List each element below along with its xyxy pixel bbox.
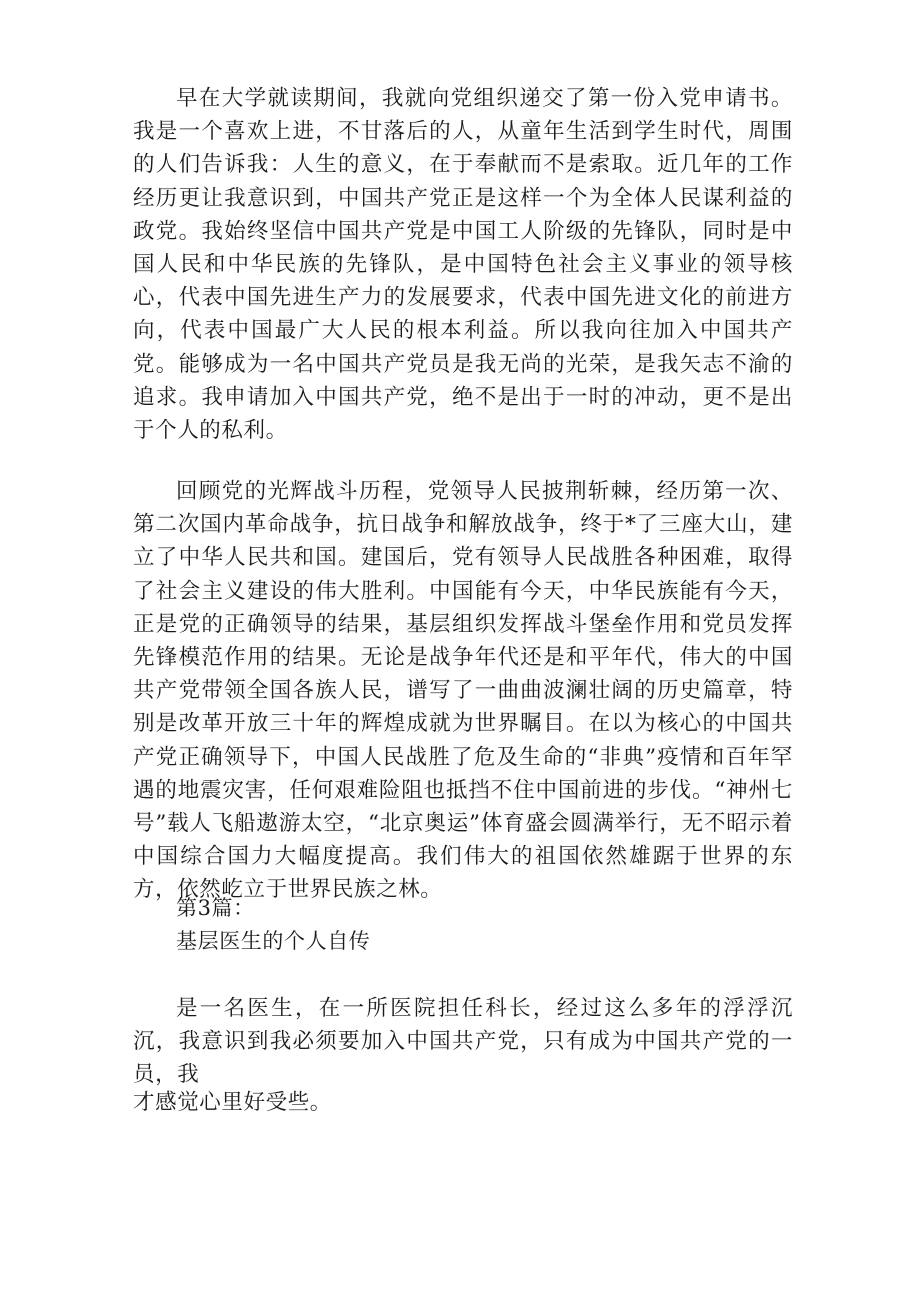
- section-title: 基层医生的个人自传: [176, 929, 371, 953]
- section-label: 第3篇：: [176, 896, 255, 920]
- paragraph-application-history: 早在大学就读期间，我就向党组织递交了第一份入党申请书。我是一个喜欢上进，不甘落后的人，从童年生活到学生时代，周围的人们告诉我：人生的意义，在于奉献而不是索取。近几年的工作经历更让我意识到，中国共产党正是这样一个为全体人民谋利益的政党。我始终坚信中国共产党是中国工人阶级的先锋队，同时是中国人民和中华民族的先锋队，是中国特色社会主义事业的领导核心，代表中国先进生产力的发展要求，代表中国先进文化的前进方向，代表中国最广大人民的根本利益。所以我向往加入中国共产党。能够成为一名中国共产党员是我无尚的光荣，是我矢志不渝的追求。我申请加入中国共产党，绝不是出于一时的冲动，更不是出于个人的私利。: [133, 86, 793, 444]
- paragraph-tail-line: 才感觉心里好受些。: [133, 1090, 332, 1115]
- paragraph-doctor-intro: 是一名医生，在一所医院担任科长，经过这么多年的浮浮沉沉，我意识到我必须要加入中国共产党，只有成为中国共产党的一员，我: [133, 996, 793, 1088]
- paragraph-party-history: 回顾党的光辉战斗历程，党领导人民披荆斩棘，经历第一次、第二次国内革命战争，抗日战争和解放战争，终于*了三座大山，建立了中华人民共和国。建国后，党有领导人民战胜各种困难，取得了社会主义建设的伟大胜利。中国能有今天，中华民族能有今天，正是党的正确领导的结果，基层组织发挥战斗堡垒作用和党员发挥先锋模范作用的结果。无论是战争年代还是和平年代，伟大的中国共产党带领全国各族人民，谱写了一曲曲波澜壮阔的历史篇章，特别是改革开放三十年的辉煌成就为世界瞩目。在以为核心的中国共产党正确领导下，中国人民战胜了危及生命的“非典”疫情和百年罕遇的地震灾害，任何艰难险阻也抵挡不住中国前进的步伐。“神州七号”载人飞船遨游太空，“北京奥运”体育盛会圆满举行，无不昭示着中国综合国力大幅度提高。我们伟大的祖国依然雄踞于世界的东方，依然屹立于世界民族之林。: [133, 479, 793, 903]
